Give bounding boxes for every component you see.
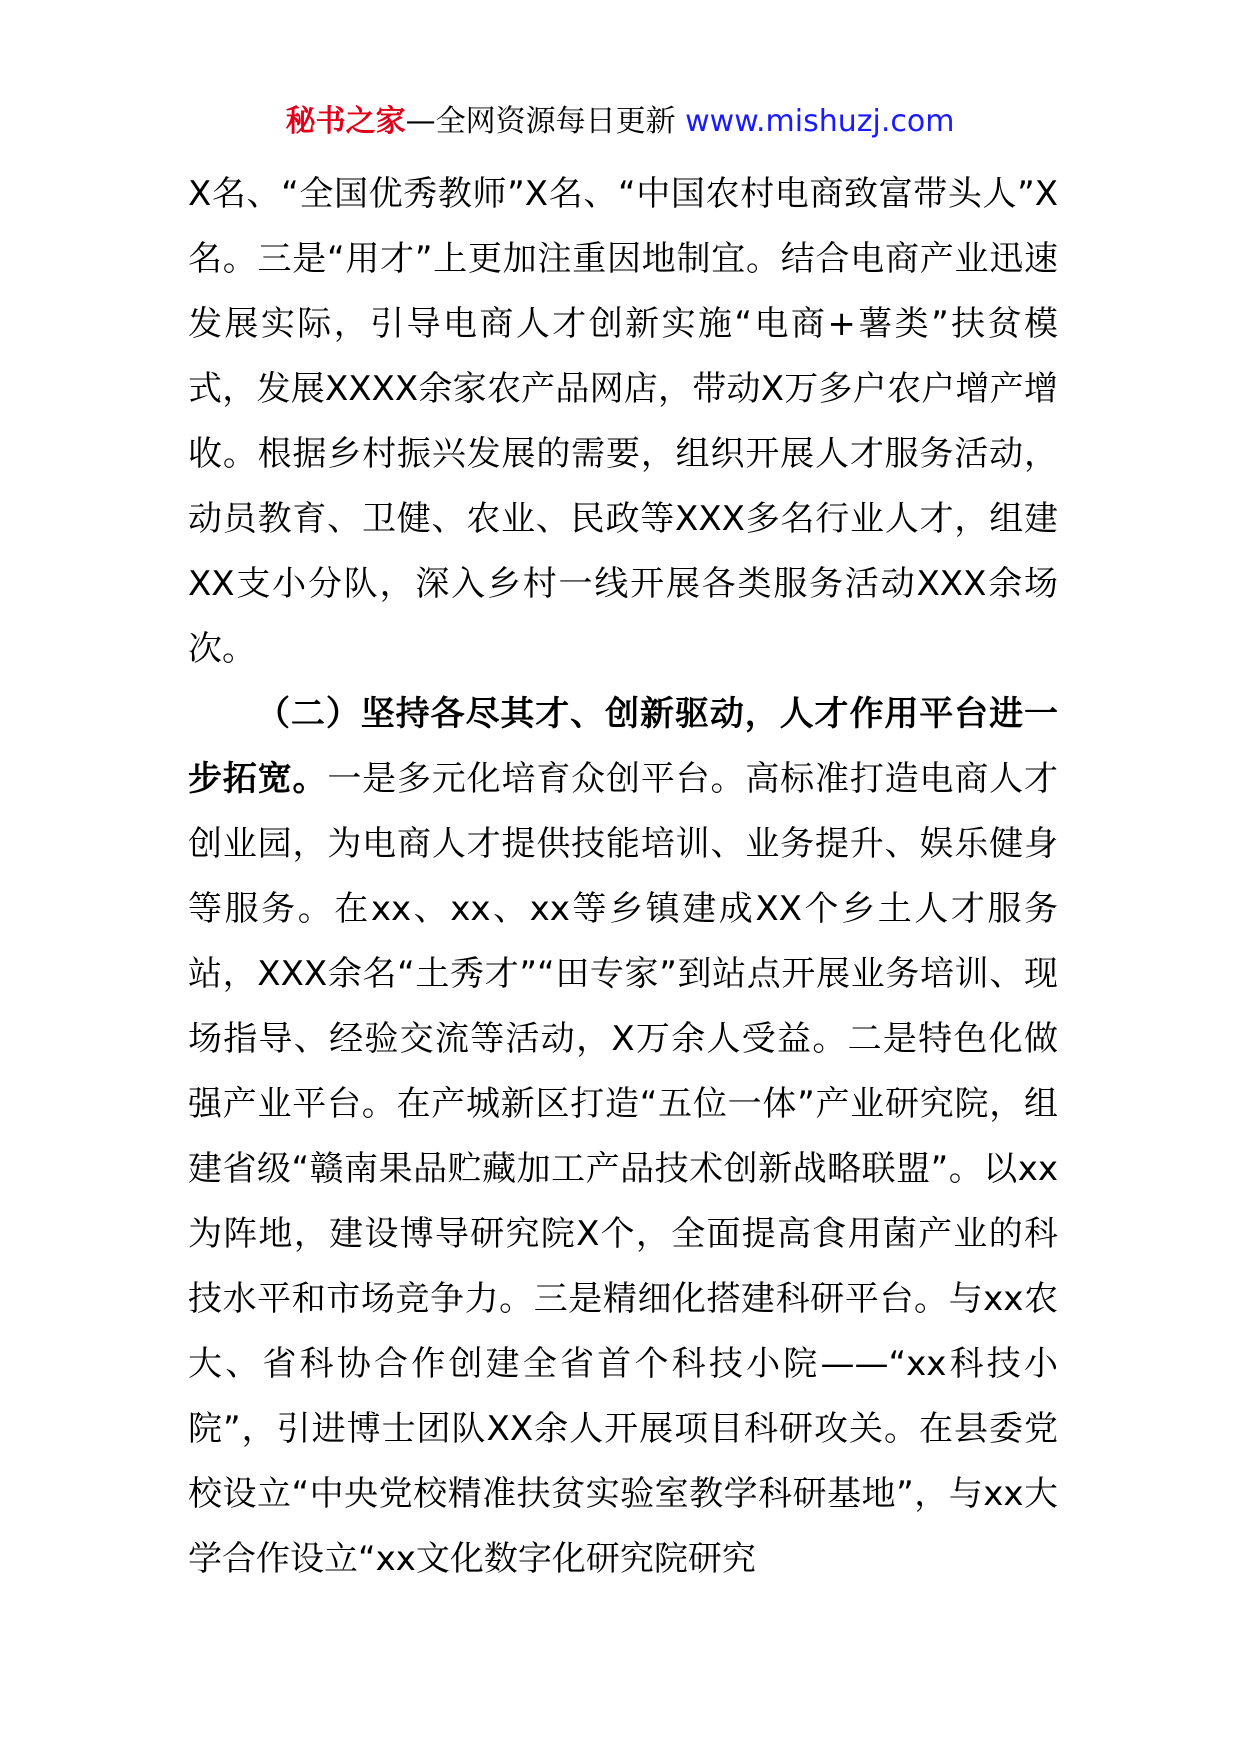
section-2-text: 一是多元化培育众创平台。高标准打造电商人才创业园，为电商人才提供技能培训、业务提升、娱乐健身等服务。在xx、xx、xx等乡镇建成XX个乡土人才服务站，XXX余名“土秀才”“田专家”到站点开展业务培训、现场指导、经验交流等活动，X万余人受益。二是特色化做强产业平台。在产城新区打造“五位一体”产业研究院，组建省级“赣南果品贮藏加工产品技术创新战略联盟”。以xx为阵地，建设博导研究院X个，全面提高食用菌产业的科技水平和市场竞争力。三是精细化搭建科研平台。与xx农大、省科协合作创建全省首个科技小院——“xx科技小院”，引进博士团队XX余人开展项目科研攻关。在县委党校设立“中央党校精准扶贫实验室教学科研基地”，与xx大学合作设立“xx文化数字化研究院研究 (188, 759, 1059, 1579)
document-body (188, 162, 1058, 1592)
site-header (0, 100, 1240, 144)
paragraph-continued: X名、“全国优秀教师”X名、“中国农村电商致富带头人”X名。三是“用才”上更加注重因地制宜。结合电商产业迅速发展实际，引导电商人才创新实施“电商+薯类”扶贫模式，发展XXXX余家农产品网店，带动X万多户农户增产增收。根据乡村振兴发展的需要，组织开展人才服务活动，动员教育、卫健、农业、民政等XXX多名行业人才，组建XX支小分队，深入乡村一线开展各类服务活动XXX余场次。 (188, 174, 1058, 669)
site-brand: 秘书之家 (285, 104, 406, 139)
paragraph-section-2 (188, 682, 1058, 1592)
section-2-heading: （二）坚持各尽其才、创新驱动，人才作用平台进一步拓宽。 (188, 694, 1058, 799)
site-url-link[interactable]: www.mishuzj.com (685, 104, 955, 139)
site-slogan: —全网资源每日更新 (405, 104, 676, 139)
